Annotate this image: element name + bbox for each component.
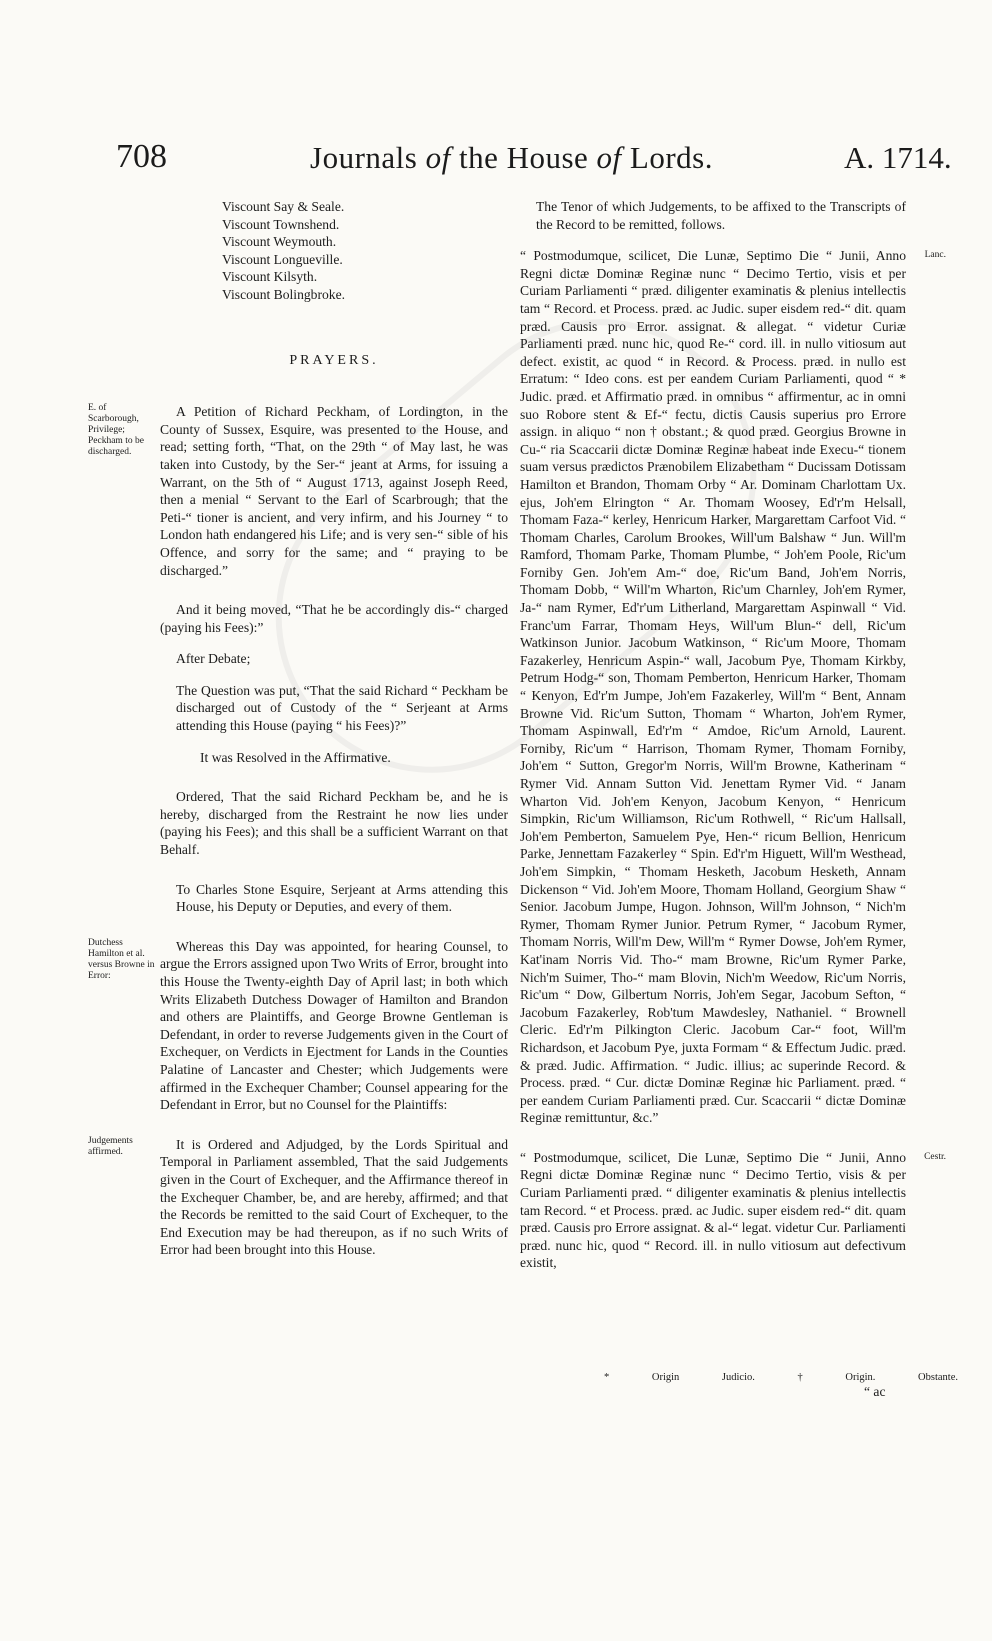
whereas-paragraph: Whereas this Day was appointed, for hearing Counsel, to argue the Errors assigned upon Two Writs of Error, brought into this House the Twenty-eighth Day of April last; in both which Writs Elizabeth Dutchess Dowager of Hamilton and Brandon and others are Plaintiffs, and George Browne Gentleman is Defendant, in order to reverse Judgements given in the Court of Exchequer, on Verdicts in Ejectment for Lands in the Counties Palatine of Lancaster and Chester; which Judgements were affirmed in the Exchequer Chamber; Counsel appearing for the Defendant in Error, but no Counsel for the Plaintiffs: (160, 938, 508, 1113)
left-column (88, 198, 508, 1259)
viscount-entry: Viscount Townshend. (222, 216, 340, 232)
judgement-paragraph: It is Ordered and Adjudged, by the Lords Spiritual and Temporal in Parliament assembled, That the said Judgements given in the Court of Exchequer, and the Affirmance thereof in the Exchequer Chamber, be, and are hereby, affirmed; and that the Records be remitted to the said Court of Exchequer, to the End Execution may be had thereupon, as if no such Writs of Error had been brought into this House. (160, 1136, 508, 1258)
right-column (520, 198, 946, 1272)
viscount-entry: Viscount Weymouth. (222, 234, 337, 250)
margin-note-judgements: Judgements affirmed. (88, 1135, 133, 1157)
petition-paragraph: A Petition of Richard Peckham, of Lordington, in the County of Sussex, Esquire, was presented to the House, and read; setting forth, “That, on the 29th “ of May last, he was taken into Custody, by the Ser-“ jeant at Arms, for issuing a Warrant, on the 5th of “ August 1713, against Joseph Reed, then a menial “ Servant to the Earl of Scarbrough; that the Peti-“ tioner is ancient, and very infirm, and his Journey “ to London hath endangered his Life; and is very sen-“ sible of his Offence, and sorry for the same; and “ praying to be discharged.” (160, 404, 508, 578)
running-title: Journals of the House of Lords. (310, 140, 713, 175)
page-number: 708 (116, 138, 167, 175)
footnotes: * Origin Judicio. † Origin. Obstante. (604, 1372, 958, 1383)
margin-note-lanc: Lanc. (924, 250, 946, 261)
resolved-line: It was Resolved in the Affirmative. (200, 749, 391, 765)
catchword: “ ac (864, 1384, 886, 1399)
margin-note-scarborough: E. of Scarborough, Privilege; Peckham to be discharged. (88, 403, 144, 458)
page-header (0, 138, 992, 188)
margin-note-cestr: Cestr. (924, 1151, 946, 1162)
prayers-heading: PRAYERS. (289, 352, 379, 368)
viscount-entry: Viscount Kilsyth. (222, 269, 318, 285)
viscount-entry: Viscount Say & Seale. (222, 199, 345, 214)
cestr-judgement-text: “ Postmodumque, scilicet, Die Lunæ, Septimo Die “ Junii, Anno Regni dictæ Dominæ Reginæ nunc “ Decimo Tertio, visis & per Curiam Parliamenti præd. “ diligenter examinatis & plenius intellectis tam Record. “ et Process. præd. ac Judic. super eisdem red-“ dit. quam præd. Causis pro Errore assignat. & al-“ legat. videtur Cur. Parliamenti præd. nunc hic, quod “ Record. ill. in nullo vitiosum aut defectivum existit, (520, 1149, 906, 1271)
margin-note-dutchess: Dutchess Hamilton et al. versus Browne in Error: (88, 937, 155, 981)
question-paragraph: The Question was put, “That the said Richard “ Peckham be discharged out of Custody of the “ Serjeant at Arms attending this House (paying “ his Fees)?” (176, 682, 508, 734)
viscount-entry: Viscount Longueville. (222, 251, 343, 267)
motion-paragraph: And it being moved, “That he be accordingly dis-“ charged (paying his Fees):” (160, 602, 508, 635)
ordered-paragraph: Ordered, That the said Richard Peckham be, and he is hereby, discharged from the Restraint he now lies under (paying his Fees); and this shall be a sufficient Warrant on that Behalf. (160, 789, 508, 858)
year-label: A. 1714. (844, 140, 952, 175)
tenor-paragraph: The Tenor of which Judgements, to be affixed to the Transcripts of the Record to be remitted, follows. (536, 199, 906, 232)
viscount-entry: Viscount Bolingbroke. (222, 286, 346, 302)
address-paragraph: To Charles Stone Esquire, Serjeant at Arms attending this House, his Deputy or Deputies, and every of them. (176, 881, 508, 915)
viscount-list (222, 198, 508, 304)
lanc-judgement-text: “ Postmodumque, scilicet, Die Lunæ, Septimo Die “ Junii, Anno Regni dictæ Dominæ Reginæ nunc “ Decimo Tertio, visis et per Curiam Parliamenti “ præd. diligenter examinatis & plenius intellectis tam “ Record. et Process. præd. ac Judic. super eisdem red-“ dit. quam præd. Causis pro Error. assignat. & allegat. “ videtur Curiæ Parliamenti præd. nunc hic, quod Re-“ cord. ill. in nullo vitiosum aut defect. existit, ac quod “ in Record. & Process. præd. in nullo est Erratum: “ Ideo cons. est per eandem Curiam Parliamenti, quod “ * Judic. præd. et Affirmatio præd. in omnibus “ affirmentur, ac in omni suo Robore stent & Ef-“ fectu, dictis Causis superius pro Errore assign. in aliquo “ non † obstant.; & quod præd. Georgius Browne in Cu-“ ria Scaccarii dictæ Dominæ Reginæ habeat inde Execu-“ tionem suam versus prædictos Prænobilem Elizabetham “ Ducissam Dotissam Hamilton et Brandon, Thomam Orby “ Ar. Dominam Charlottam Ux. ejus, Joh'em Elrington “ Ar. Thomam Woosey, Ed'r'm Helsall, Thomam Faza-“ kerley, Henricum Harker, Margarettam Carfoot Vid. “ Thomam Charles, Carolum Brookes, Will'um Balshaw “ Jun. Will'm Ramford, Thomam Parke, Thomam Plumbe, “ Joh'em Poole, Ric'um Forniby Gen. Joh'em Am-“ doe, Ric'um Band, Joh'em Norris, Thomam Dobb, “ Will'm Wharton, Ric'um Charnley, Joh'em Rymer, Ja-“ nam Rymer, Ed'r'um Litherland, Margarettam Aspinwall “ Vid. Franc'um Farrar, Thomam Heys, Will'um Blun-“ dell, Ric'um Watkinson Junior. Jacobum Watkinson, “ Ric'um Moore, Thomam Fazakerley, Henricum Aspin-“ wall, Jacobum Pye, Thomam Kirkby, Petrum Hodg-“ son, Thomam Pemberton, Henricum Harker, Thomam “ Kenyon, Ed'r'm Jumpe, Joh'em Fazakerley, Will'm “ Bent, Annam Browne Vid. Ric'um Sutton, Thomam “ Wharton, Joh'em Rymer, Thomam Aspinwall, Ed'r'm “ Amdoe, Ric'um Arnold, Laurent. Forniby, Ric'um “ Harrison, Thomam Rymer, Thomam Forniby, Joh'em “ Sutton, Gregor'm Norris, Will'm Browne, Katherinam “ Rymer Vid. Annam Sutton Vid. Jenettam Rymer Vid. “ Janam Wharton Vid. Joh'em Kenyon, Jacobum Kenyon, “ Henricum Simpkin, Ric'um Williamson, Ric'um Rothwell, “ Ric'um Hallsall, Joh'em Pemberton, Samuelem Pye, Hen-“ ricum Bellion, Henricum Parke, Jennettam Fazakerley “ Spin. Ed'r'm Higuett, Will'm Westhead, Joh'em Simpkin, “ Thomam Hesketh, Jacobum Hesketh, Annam Dickenson “ Vid. Joh'em Moore, Thomam Holland, Georgium Shaw “ Senior. Jacobum Jumpe, Hugon. Johnson, Will'm Johnson, “ Nich'm Rymer, Thomam Rymer Junior. Petrum Rymer, “ Jacobum Rymer, Thomam Norris, Will'm Dew, Will'm “ Rymer Dowse, Joh'em Rymer, Kat'inam Norris Vid. Tho-“ mam Browne, Ric'um Rymer Parke, Nich'm Suimer, Tho-“ mam Blovin, Nich'm Weedow, Ric'um Norris, Ric'um “ Dow, Gilbertum Norris, Joh'em Segar, Jacobum Sefton, “ Jacobum Fazakerley, Rob'tum Mawdesley, Nathaniel. “ Brownell Cleric. Ed'r'm Pilkington Cleric. Jacobum Car-“ foot, Will'm Richardson, et Jacobum Pye, juxta Formam “ & Effectum Judic. præd. & præd. Judic. Affirmation. “ Judic. illius; ac superinde Record. & Process. præd. “ Cur. dictæ Dominæ Reginæ hic Parliament. præd. “ per eandem Curiam Parliamenti præd. Cur. Scaccarii “ dictæ Dominæ Reginæ remittuntur, &c.” (520, 248, 906, 1126)
after-debate: After Debate; (176, 651, 251, 667)
